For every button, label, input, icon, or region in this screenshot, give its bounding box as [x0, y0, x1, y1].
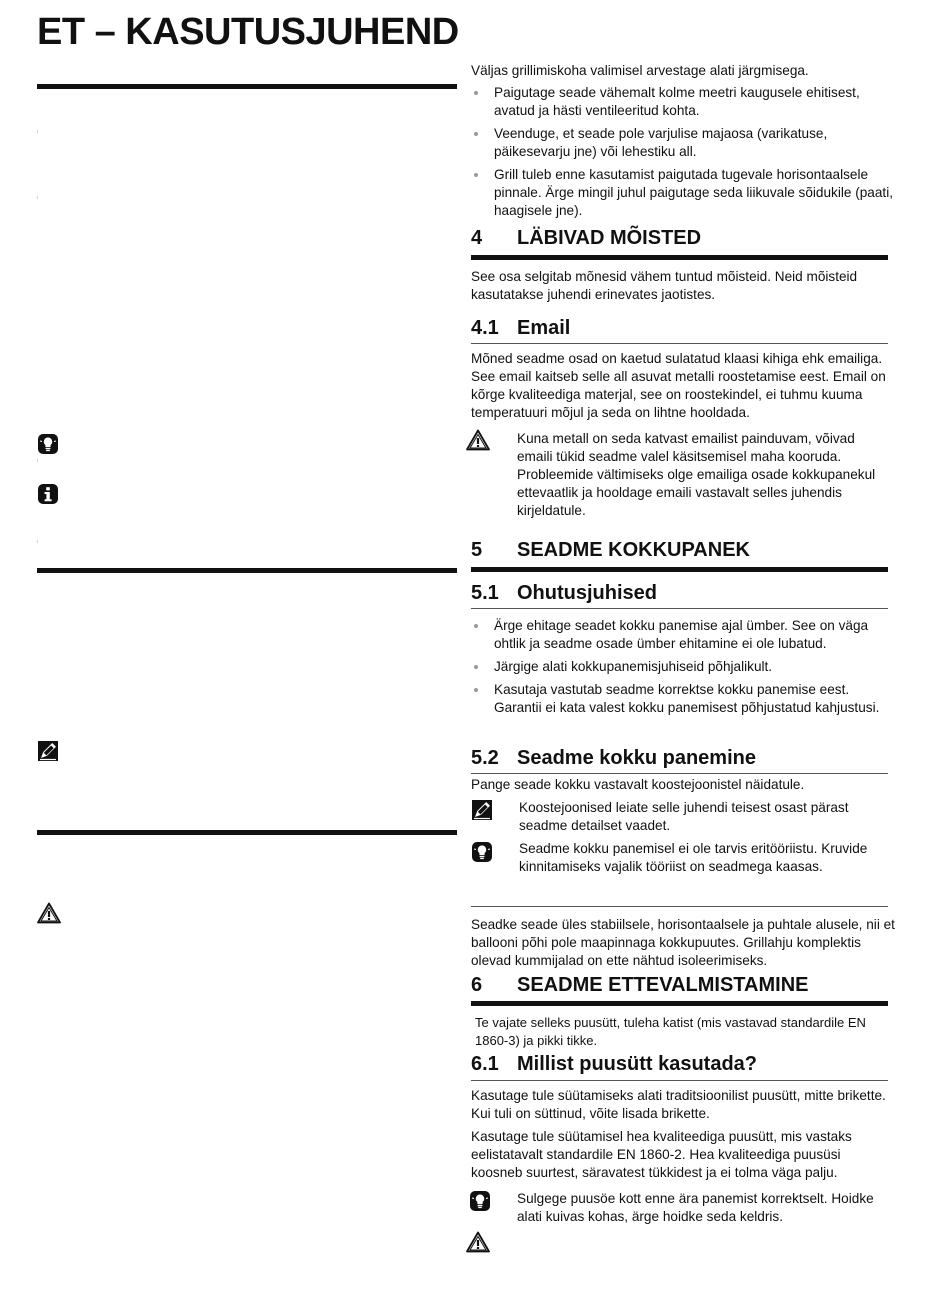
left-column-rule-2: [37, 568, 457, 573]
enamel-warning-text: Kuna metall on seda katvast emailist painduvam, võivad emaili tükid seadme valel käsitsemisel maha kooruda. Probleemide vältimiseks olge emailiga osade kokkupanekul ettevaatlik ja hooldage emaili vastavalt selles juhendis kirjeldatule.: [517, 431, 876, 518]
subsection-5-2-rule: [471, 773, 888, 774]
assembly-note-text: Koostejoonised leiate selle juhendi teisest osast pärast seadme detailset vaadet.: [519, 800, 849, 833]
subsection-number: 4.1: [471, 317, 499, 339]
subsection-number: 5.1: [471, 582, 499, 604]
subsection-5-2-heading: [471, 746, 756, 770]
warning-icon: [466, 429, 490, 451]
list-item: Järgige alati kokkupanemisjuhiseid põhjalikult.: [471, 658, 891, 676]
section-5-heading: [471, 538, 750, 562]
list-item: Grill tuleb enne kasutamist paigutada tugevale horisontaalsele pinnale. Ärge mingil juhul paigutage seda liikuvale sõidukile (paati, haagisele jne).: [471, 166, 903, 220]
subsection-5-1-rule: [471, 608, 888, 609]
safety-bullet-list: [471, 617, 891, 722]
subsection-4-1-heading: [471, 316, 570, 340]
subsection-title: Seadme kokku panemine: [517, 747, 756, 769]
subsection-6-1-rule: [471, 1080, 888, 1081]
section-number: 4: [471, 227, 483, 249]
section-title: LÄBIVAD MÕISTED: [517, 227, 702, 249]
warning-icon: [37, 902, 61, 924]
left-faint-mark-3: [37, 459, 38, 462]
section-4-rule: [471, 255, 888, 260]
list-item: Paigutage seade vähemalt kolme meetri kaugusele ehitisest, avatud ja hästi ventileeritud kohta.: [471, 84, 903, 120]
section-6-rule: [471, 1001, 888, 1006]
subsection-title: Email: [517, 317, 571, 339]
section-number: 6: [471, 974, 483, 996]
assembly-tip-text: Seadme kokku panemisel ei ole tarvis eritööriistu. Kruvide kinnitamiseks vajalik tööriist on seadmega kaasas.: [519, 841, 868, 874]
subsection-6-1-heading: [471, 1052, 757, 1076]
intro-bullet-list: [471, 84, 903, 225]
left-faint-mark-2: [37, 196, 38, 199]
warning-icon: [466, 1231, 490, 1253]
subsection-5-1-heading: [471, 581, 657, 605]
placement-rule: [471, 906, 888, 907]
page-title: ET – KASUTUSJUHEND: [37, 11, 459, 53]
section-5-rule: [471, 567, 888, 572]
section-6-text: Te vajate selleks puusütt, tuleha katist (mis vastavad standardile EN 1860-3) ja pikki tikke.: [475, 1015, 866, 1048]
left-column-rule-3: [37, 830, 457, 835]
list-item: Ärge ehitage seadet kokku panemise ajal ümber. See on väga ohtlik ja seadme osade ümber ehitamine ei ole lubatud.: [471, 617, 891, 653]
subsection-number: 5.2: [471, 747, 499, 769]
list-item: Kasutaja vastutab seadme korrektse kokku panemise eest. Garantii ei kata valest kokku panemisest põhjustatud kahjustusi.: [471, 681, 891, 717]
charcoal-text-2: Kasutage tule süütamisel hea kvaliteediga puusütt, mis vastaks eelistatavalt standardile EN 1860-2. Hea kvaliteediga puusüsi koosneb suurtest, säravatest tükkidest ja ei tolma väga palju.: [471, 1129, 852, 1180]
lightbulb-icon: [37, 433, 59, 455]
lightbulb-icon: [471, 841, 493, 863]
intro-lead: Väljas grillimiskoha valimisel arvestage alati järgmisega.: [471, 63, 809, 78]
subsection-number: 6.1: [471, 1053, 499, 1075]
list-item: Veenduge, et seade pole varjulise majaosa (varikatuse, päikesevarju jne) või lehestiku all.: [471, 125, 903, 161]
info-icon: [37, 483, 59, 505]
subsection-4-1-rule: [471, 343, 888, 344]
charcoal-tip-text: Sulgege puusöe kott enne ära panemist korrektselt. Hoidke alati kuivas kohas, ärge hoidke seda keldris.: [517, 1191, 874, 1224]
left-faint-mark-1: [37, 130, 38, 133]
section-number: 5: [471, 539, 483, 561]
section-title: SEADME KOKKUPANEK: [517, 539, 750, 561]
subsection-title: Ohutusjuhised: [517, 582, 657, 604]
note-icon: [471, 799, 493, 821]
section-4-heading: [471, 226, 701, 250]
section-4-text: See osa selgitab mõnesid vähem tuntud mõisteid. Neid mõisteid kasutatakse juhendi erinevates jaotistes.: [471, 269, 858, 302]
section-title: SEADME ETTEVALMISTAMINE: [517, 974, 809, 996]
note-icon: [37, 740, 59, 762]
subsection-5-2-text: Pange seade kokku vastavalt koostejoonistel näidatule.: [471, 777, 805, 792]
subsection-title: Millist puusütt kasutada?: [517, 1053, 758, 1075]
lightbulb-icon: [469, 1190, 491, 1212]
charcoal-text-1: Kasutage tule süütamiseks alati traditsioonilist puusütt, mitte brikette. Kui tuli on süttinud, võite lisada brikette.: [471, 1088, 886, 1121]
left-faint-mark-4: [37, 540, 38, 543]
subsection-4-1-text: Mõned seadme osad on kaetud sulatatud klaasi kihiga ehk emailiga. See email kaitseb selle all asuvat metalli roostetamise eest. Email on kõrge kvaliteediga materjal, see on roostekindel, ei tuhmu kuuma temperatuuri mõjul ja seda on lihtne hooldada.: [471, 351, 886, 420]
section-6-heading: [471, 973, 808, 997]
left-column-rule-1: [37, 84, 457, 89]
placement-text: Seadke seade üles stabiilsele, horisontaalsele ja puhtale alusele, nii et ballooni põhi pole maapinnaga kokkupuutes. Grillahju komplektis olevad kummijalad on ette nähtud isoleerimiseks.: [471, 917, 895, 968]
